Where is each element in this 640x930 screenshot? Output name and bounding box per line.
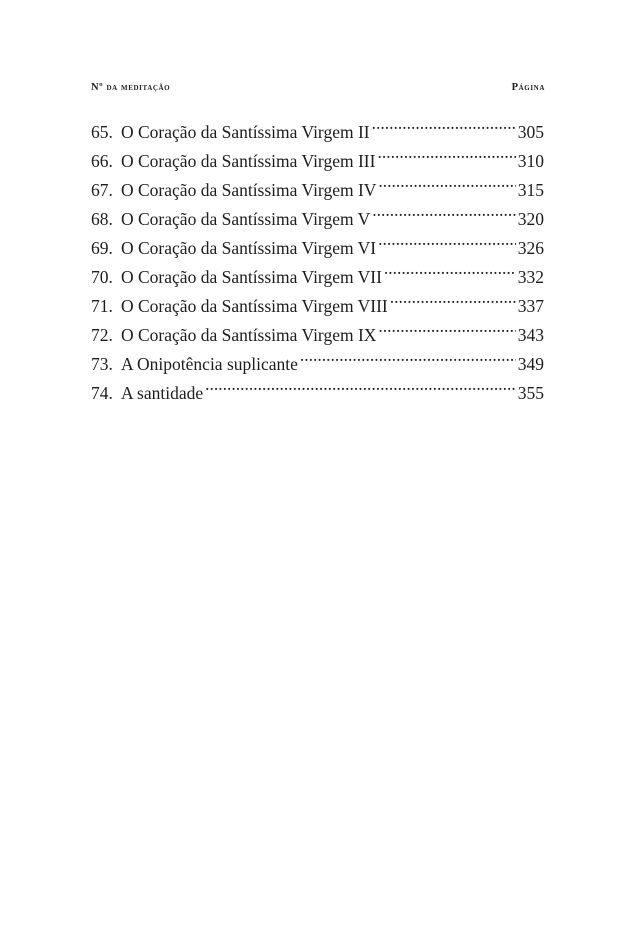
entry-title: O Coração da Santíssima Virgem IX xyxy=(121,325,377,345)
entry-page: 337 xyxy=(517,296,544,316)
dot-leader xyxy=(378,167,515,196)
entry-number: 69. xyxy=(91,238,113,258)
entry-number: 65. xyxy=(91,122,113,142)
toc-entry xyxy=(91,109,544,142)
entry-page: 320 xyxy=(517,209,544,229)
entry-number: 71. xyxy=(91,296,113,316)
entry-page: 310 xyxy=(517,151,544,171)
entry-number: 68. xyxy=(91,209,113,229)
entry-title: O Coração da Santíssima Virgem IV xyxy=(121,180,377,200)
entry-page: 332 xyxy=(517,267,544,287)
dot-leader xyxy=(384,254,516,283)
meditation-number-heading: Nº da meditação xyxy=(91,81,171,93)
entry-title: A santidade xyxy=(121,383,204,403)
entry-number: 70. xyxy=(91,267,113,287)
entry-title: O Coração da Santíssima Virgem II xyxy=(121,122,370,142)
dot-leader xyxy=(377,138,515,167)
entry-number: 72. xyxy=(91,325,113,345)
entry-page: 343 xyxy=(517,325,544,345)
dot-leader xyxy=(372,196,515,225)
entry-page: 305 xyxy=(517,122,544,142)
dot-leader xyxy=(390,283,516,312)
entry-title: O Coração da Santíssima Virgem VI xyxy=(121,238,377,258)
dot-leader xyxy=(372,109,516,138)
entry-page: 315 xyxy=(517,180,544,200)
page-number-heading: Página xyxy=(511,81,545,93)
entry-page: 349 xyxy=(517,354,544,374)
entry-title: A Onipotência suplicante xyxy=(121,354,298,374)
dot-leader xyxy=(300,341,516,370)
entry-title: O Coração da Santíssima Virgem III xyxy=(121,151,376,171)
entry-number: 66. xyxy=(91,151,113,171)
dot-leader xyxy=(378,225,516,254)
entry-page: 326 xyxy=(517,238,544,258)
entry-title: O Coração da Santíssima Virgem V xyxy=(121,209,371,229)
entry-number: 74. xyxy=(91,383,113,403)
entry-title: O Coração da Santíssima Virgem VII xyxy=(121,267,382,287)
entry-page: 355 xyxy=(517,383,544,403)
entry-number: 73. xyxy=(91,354,113,374)
entry-title: O Coração da Santíssima Virgem VIII xyxy=(121,296,388,316)
table-of-contents xyxy=(91,109,544,403)
dot-leader xyxy=(378,312,515,341)
dot-leader xyxy=(205,370,516,399)
entry-number: 67. xyxy=(91,180,113,200)
toc-header xyxy=(91,80,545,94)
